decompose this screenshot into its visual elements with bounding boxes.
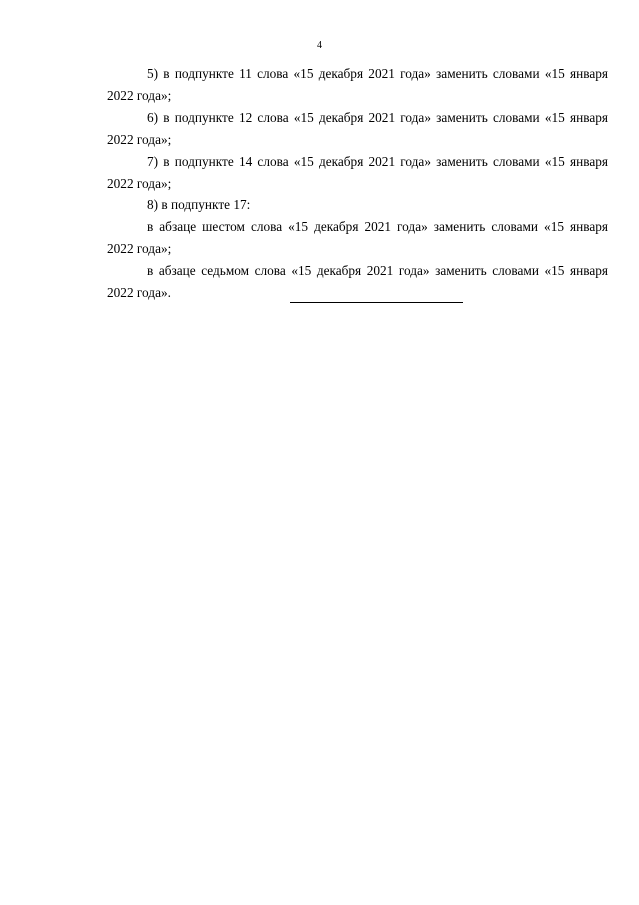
document-body — [107, 63, 608, 304]
paragraph-item-7: 7) в подпункте 14 слова «15 декабря 2021 года» заменить словами «15 января 2022 года»; — [107, 153, 608, 191]
paragraph-subitem-paragraph-seven: в абзаце седьмом слова «15 декабря 2021 года» заменить словами «15 января 2022 года». — [107, 263, 608, 301]
closing-divider-line — [290, 302, 463, 303]
paragraph-item-5: 5) в подпункте 11 слова «15 декабря 2021 года» заменить словами «15 января 2022 года»; — [107, 66, 608, 103]
paragraph-item-6: 6) в подпункте 12 слова «15 декабря 2021 года» заменить словами «15 января 2022 года»; — [107, 109, 608, 147]
page-number: 4 — [317, 40, 322, 51]
paragraph-item-8: 8) в подпункте 17: — [147, 197, 251, 213]
paragraph-subitem-paragraph-six: в абзаце шестом слова «15 декабря 2021 года» заменить словами «15 января 2022 года»; — [107, 219, 608, 257]
